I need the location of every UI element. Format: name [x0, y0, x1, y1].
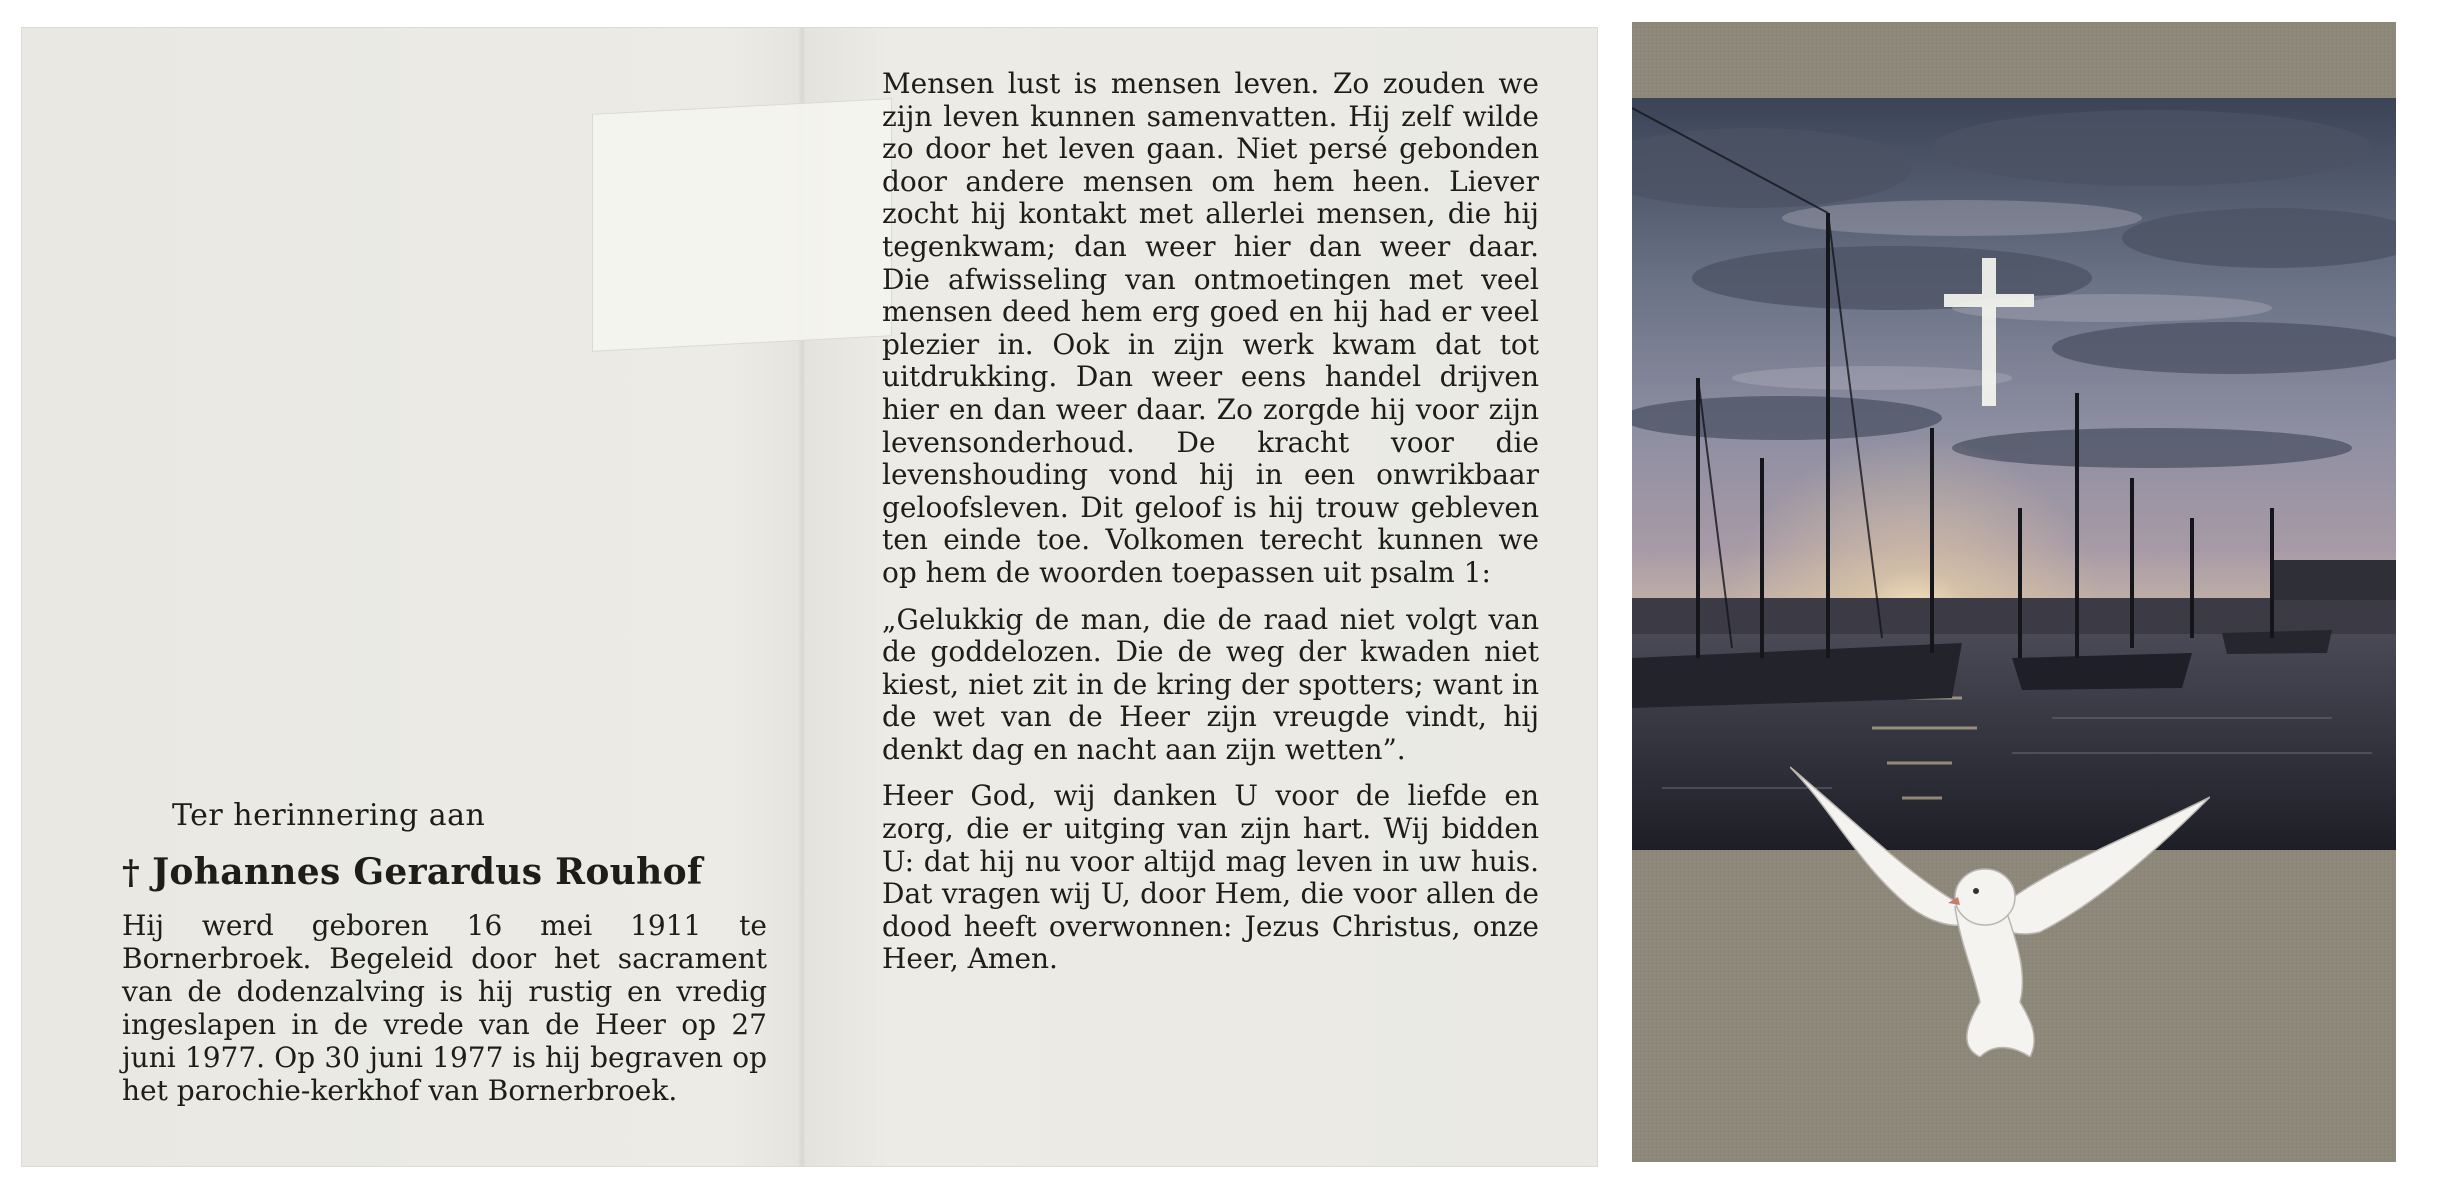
deceased-name: Johannes Gerardus Rouhof	[152, 851, 703, 893]
closing-prayer: Heer God, wij danken U voor de liefde en zorg, die er uitging van zijn hart. Wij bidden U: dat hij nu voor altijd mag leven in uw huis. Dat vragen wij U, door Hem, die voor allen de dood heeft overwonnen: Jezus Christus, onze Heer, Amen.	[882, 779, 1539, 976]
deceased-heading	[122, 851, 767, 893]
left-page	[122, 798, 767, 1107]
harbor-sunset-photo	[1632, 98, 2396, 850]
right-page	[882, 68, 1539, 990]
cross-icon: †	[122, 853, 141, 893]
remembrance-line: Ter herinnering aan	[172, 798, 486, 833]
memorial-card-front	[1632, 22, 2396, 1162]
psalm-quote: „Gelukkig de man, die de raad niet volgt van de goddelozen. Die de weg der kwaden niet kiest, niet zit in de kring der spotters; want in de wet van de Heer zijn vreugde vindt, hij denkt dag en nacht aan zijn wetten”.	[882, 602, 1539, 766]
biography-text: Hij werd geboren 16 mei 1911 te Bornerbroek. Begeleid door het sacrament van de dodenzalving is hij rustig en vredig ingeslapen in de vrede van de Heer op 27 juni 1977. Op 30 juni 1977 is hij begraven op het parochie-kerkhof van Bornerbroek.	[122, 909, 767, 1107]
memorial-card-open	[22, 28, 1597, 1166]
life-paragraph: Mensen lust is mensen leven. Zo zouden we zijn leven kunnen samenvatten. Hij zelf wilde zo door het leven gaan. Niet persé gebonden door andere mensen om hem heen. Liever zocht hij kontakt met allerlei mensen, die hij tegenkwam; dan weer hier dan weer daar. Die afwisseling van ontmoetingen met veel mensen deed hem erg goed en hij had er veel plezier in. Ook in zijn werk kwam dat tot uitdrukking. Dan weer eens handel drijven hier en dan weer daar. Zo zorgde hij voor zijn levensonderhoud. De kracht voor die levenshouding vond hij in een onwrikbaar geloofsleven. Dit geloof is hij trouw gebleven ten einde toe. Volkomen terecht kunnen we op hem de woorden toepassen uit psalm 1:	[882, 67, 1539, 589]
dove-icon	[1790, 757, 2210, 1057]
tape-strip	[592, 98, 892, 352]
